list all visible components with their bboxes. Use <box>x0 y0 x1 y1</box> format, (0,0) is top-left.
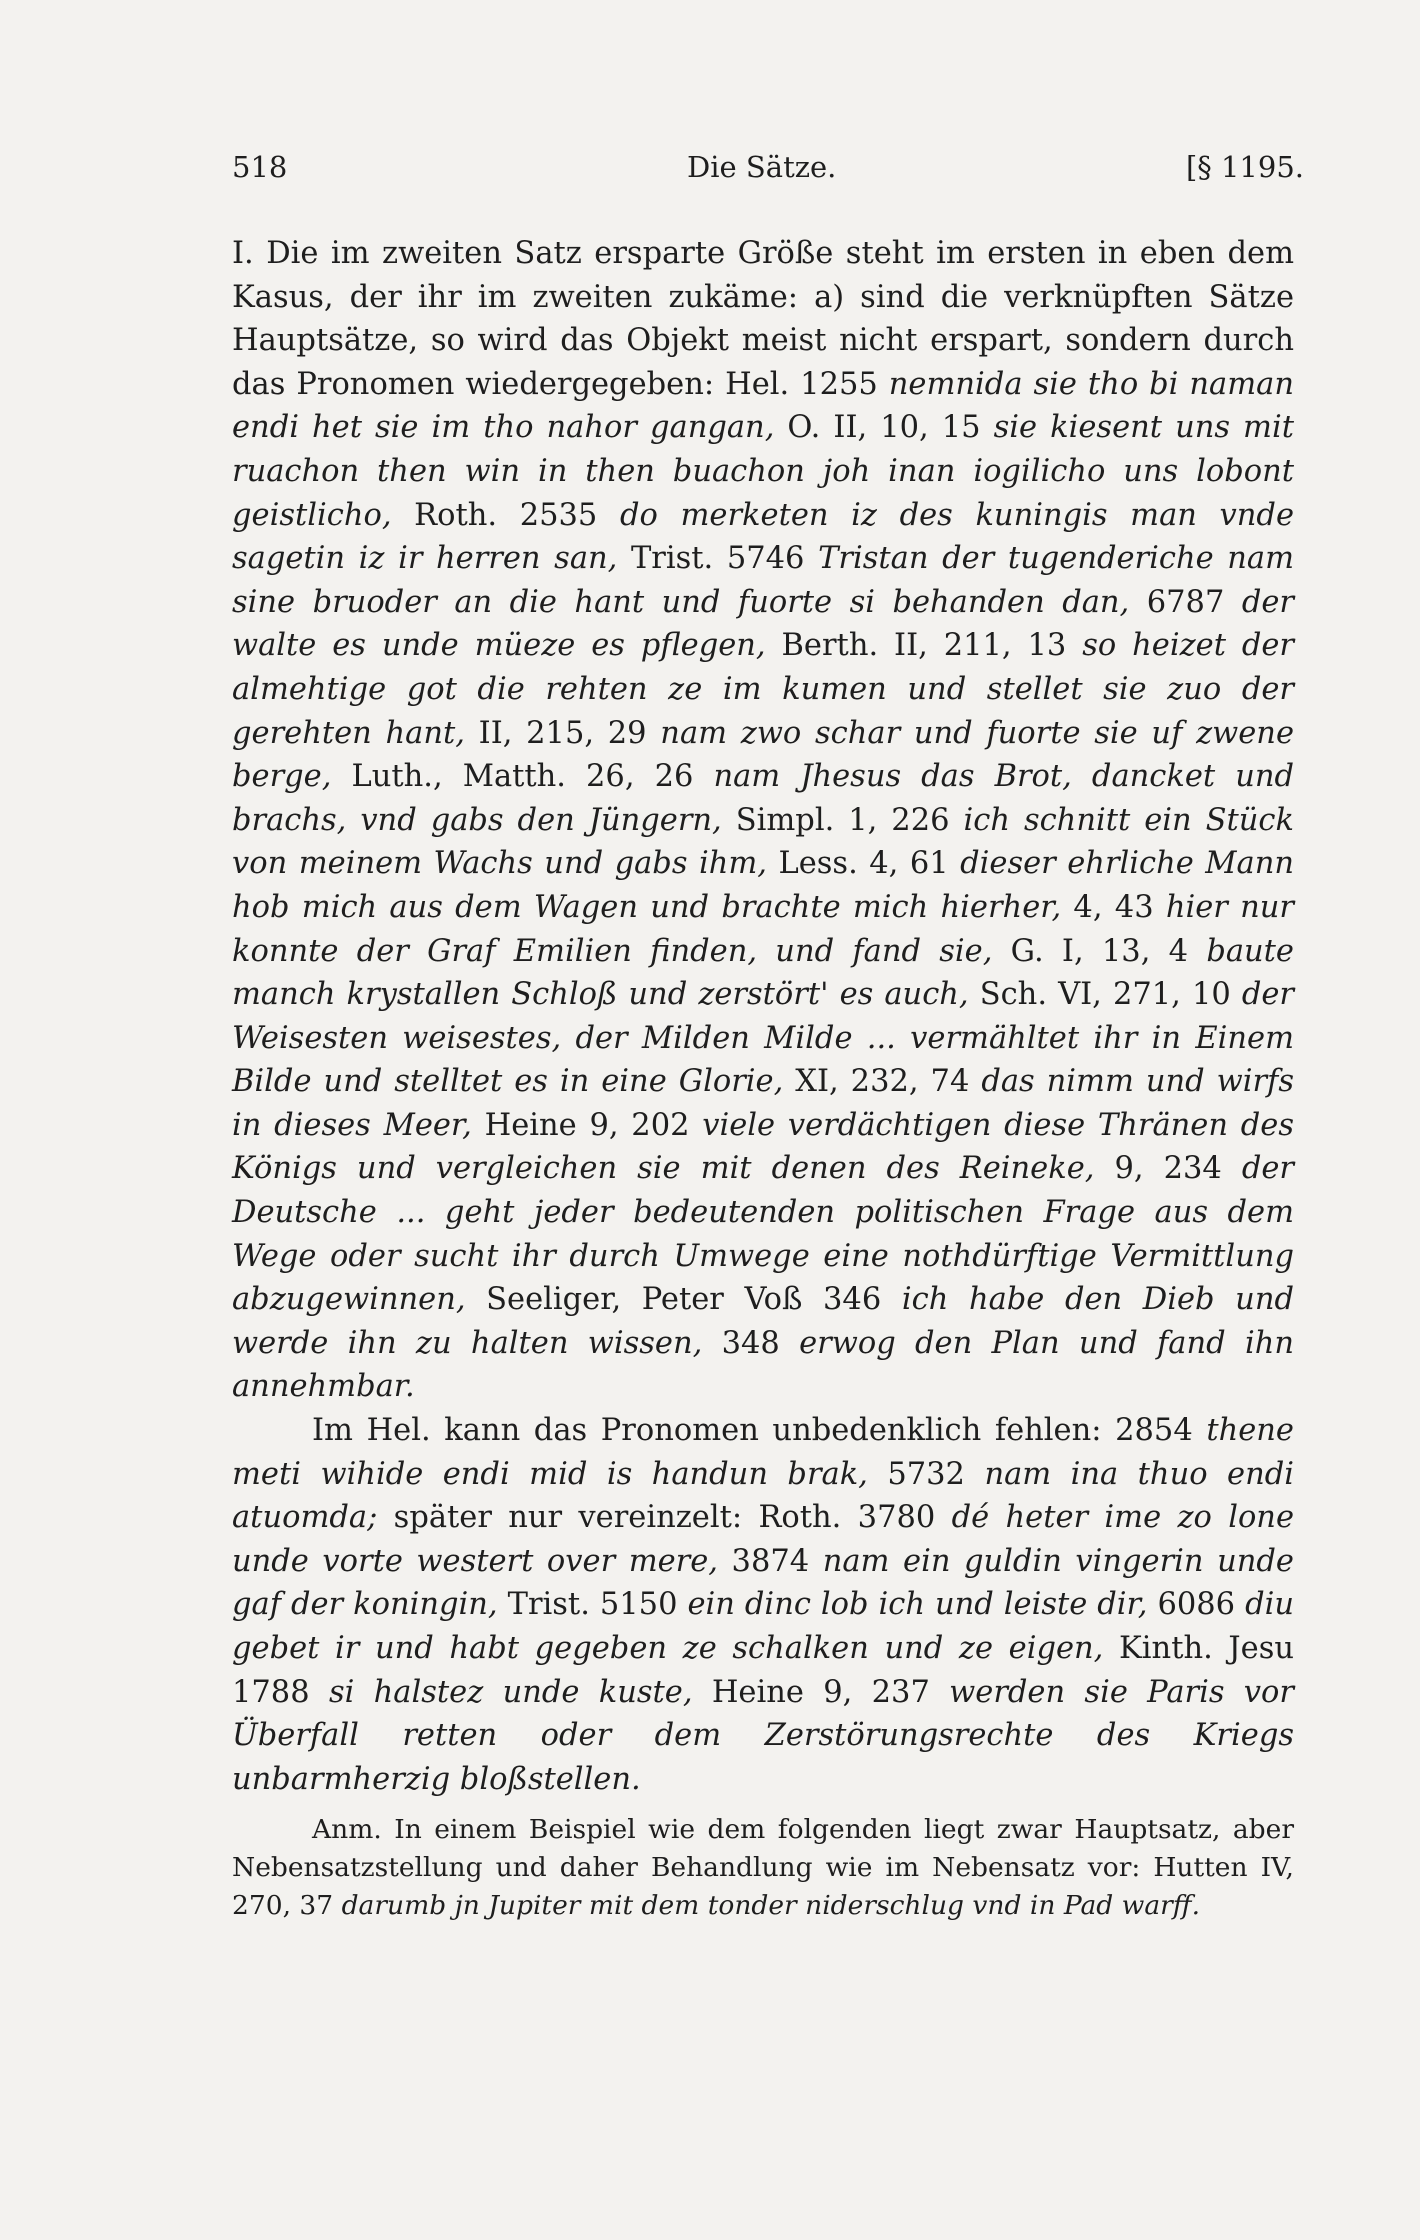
paragraph-main <box>232 232 1294 1409</box>
running-title: Die Sätze. <box>687 150 837 184</box>
reference-text: 6787 <box>1129 584 1242 620</box>
quotation-text: nam zwo schar und fuorte sie uf zwene berge, <box>232 715 1294 795</box>
quotation-text: diu gebet ir und habt gegeben ze schalken und ze eigen, <box>232 1587 1295 1666</box>
page-number: 518 <box>232 150 288 184</box>
reference-text: Seeliger, Peter Voß 346 <box>465 1282 902 1318</box>
quotation-text: nemnida sie tho bi naman endi het sie im tho nahor gangan, <box>232 366 1294 446</box>
quotation-text: nam Jhesus das Brot, dancket und brachs, vnd gabs den Jüngern, <box>232 759 1295 838</box>
reference-text: XI, 232, 74 <box>783 1064 982 1100</box>
annotation-note <box>232 1811 1294 1925</box>
quotation-text: dieser ehrliche Mann hob mich aus dem Wagen und brachte mich hierher, <box>232 846 1294 925</box>
text-body <box>232 232 1294 1925</box>
paragraph-second <box>232 1409 1294 1801</box>
reference-text: Heine 9, 202 <box>471 1107 703 1143</box>
quotation-text: der walte es unde müeze es pflegen, <box>232 584 1294 664</box>
quotation-text: dé heter ime zo lone unde vorte westert over mere, <box>232 1500 1295 1579</box>
reference-text: 4, 43 <box>1061 889 1166 925</box>
quotation-text: der Weisesten weisestes, der Milden Milde ... vermähltet ihr in Einem Bilde und stelltet es in eine Glorie, <box>232 977 1294 1100</box>
quotation-text: ich schnitt ein Stück von meinem Wachs und gabs ihm, <box>232 802 1294 882</box>
reference-text: später nur vereinzelt: Roth. 3780 <box>377 1500 952 1536</box>
reference-text: Trist. 5746 <box>617 541 819 577</box>
quotation-text: nam ein guldin vingerin unde gaf der koningin, <box>232 1543 1294 1623</box>
reference-text: O. II, 10, 15 <box>774 410 994 446</box>
reference-text: Kinth. Jesu 1788 <box>232 1631 1294 1710</box>
reference-text: Luth., Matth. 26, 26 <box>331 759 714 795</box>
reference-text: G. I, 13, 4 <box>992 933 1207 969</box>
reference-text: Less. 4, 61 <box>766 846 961 882</box>
reference-text: Berth. II, 211, 13 <box>765 628 1083 664</box>
quotation-text: thene meti wihide endi mid is handun brak, <box>232 1413 1294 1492</box>
quotation-text: do merketen iz des kuningis man vnde sagetin iz ir herren san, <box>232 497 1294 577</box>
quotation-text: baute manch krystallen Schloß und zerstört' es auch, <box>232 933 1294 1013</box>
reference-text: II, 215, 29 <box>464 715 661 751</box>
quotation-text: so heizet der almehtige got die rehten ze im kumen und stellet sie zuo der gerehten hant, <box>232 628 1295 751</box>
section-marker: [§ 1195. <box>1185 150 1304 184</box>
reference-text: 5732 <box>867 1456 985 1492</box>
reference-text: 9, 234 <box>1094 1151 1242 1187</box>
quotation-text: ich habe den Dieb und werde ihn zu halten wissen, <box>232 1282 1294 1361</box>
quotation-text: viele verdächtigen diese Thränen des Königs und vergleichen sie mit denen des Reineke, <box>232 1107 1294 1187</box>
quotation-text: werden sie Paris vor Überfall retten oder dem Zerstörungsrechte des Kriegs unbarmherzig bloßstellen. <box>232 1674 1294 1797</box>
reference-text: Im Hel. kann das Pronomen unbedenklich fehlen: 2854 <box>312 1413 1207 1449</box>
reference-text: Trist. 5150 <box>497 1587 688 1623</box>
quotation-text: sie kiesent uns mit ruachon then win in then buachon joh inan iogilicho uns lobont geistlicho, <box>232 410 1294 533</box>
quotation-text: nam ina thuo endi atuomda; <box>232 1456 1295 1536</box>
quotation-text: Tristan der tugenderiche nam sine bruoder an die hant und fuorte si behanden dan, <box>232 541 1294 620</box>
quotation-text: si halstez unde kuste, <box>328 1674 693 1710</box>
reference-text: Anm. In einem Beispiel wie dem folgenden liegt zwar Hauptsatz, aber Nebensatzstellung und daher Behandlung wie im Nebensatz vor: Hutten IV, 270, 37 <box>232 1814 1294 1922</box>
reference-text: 348 <box>702 1325 800 1361</box>
quotation-text: ein dinc lob ich und leiste dir, <box>687 1587 1148 1623</box>
reference-text: Roth. 2535 <box>391 497 620 533</box>
quotation-text: hier nur konnte der Graf Emilien finden, und fand sie, <box>232 889 1295 969</box>
quotation-text: der Deutsche ... geht jeder bedeutenden politischen Frage aus dem Wege oder sucht ihr durch Umwege eine nothdürftige Vermittlung abzugewinnen, <box>232 1151 1294 1318</box>
reference-text: I. Die im zweiten Satz ersparte Größe steht im ersten in eben dem Kasus, der ihr im zweiten zukäme: a) sind die verknüpften Sätze Hauptsätze, so wird das Objekt meist nicht erspart, sondern durch das Pronomen wiedergegeben: Hel. 1255 <box>232 236 1294 402</box>
quotation-text: darumb jn Jupiter mit dem tonder niderschlug vnd in Pad warff. <box>341 1890 1200 1922</box>
reference-text: Sch. VI, 271, 10 <box>968 977 1242 1013</box>
quotation-text: erwog den Plan und fand ihn annehmbar. <box>232 1325 1294 1405</box>
quotation-text: das nimm und wirfs in dieses Meer, <box>232 1064 1294 1143</box>
reference-text: Simpl. 1, 226 <box>721 802 964 838</box>
reference-text: Heine 9, 237 <box>692 1674 950 1710</box>
reference-text: 6086 <box>1147 1587 1246 1623</box>
reference-text: 3874 <box>718 1543 823 1579</box>
